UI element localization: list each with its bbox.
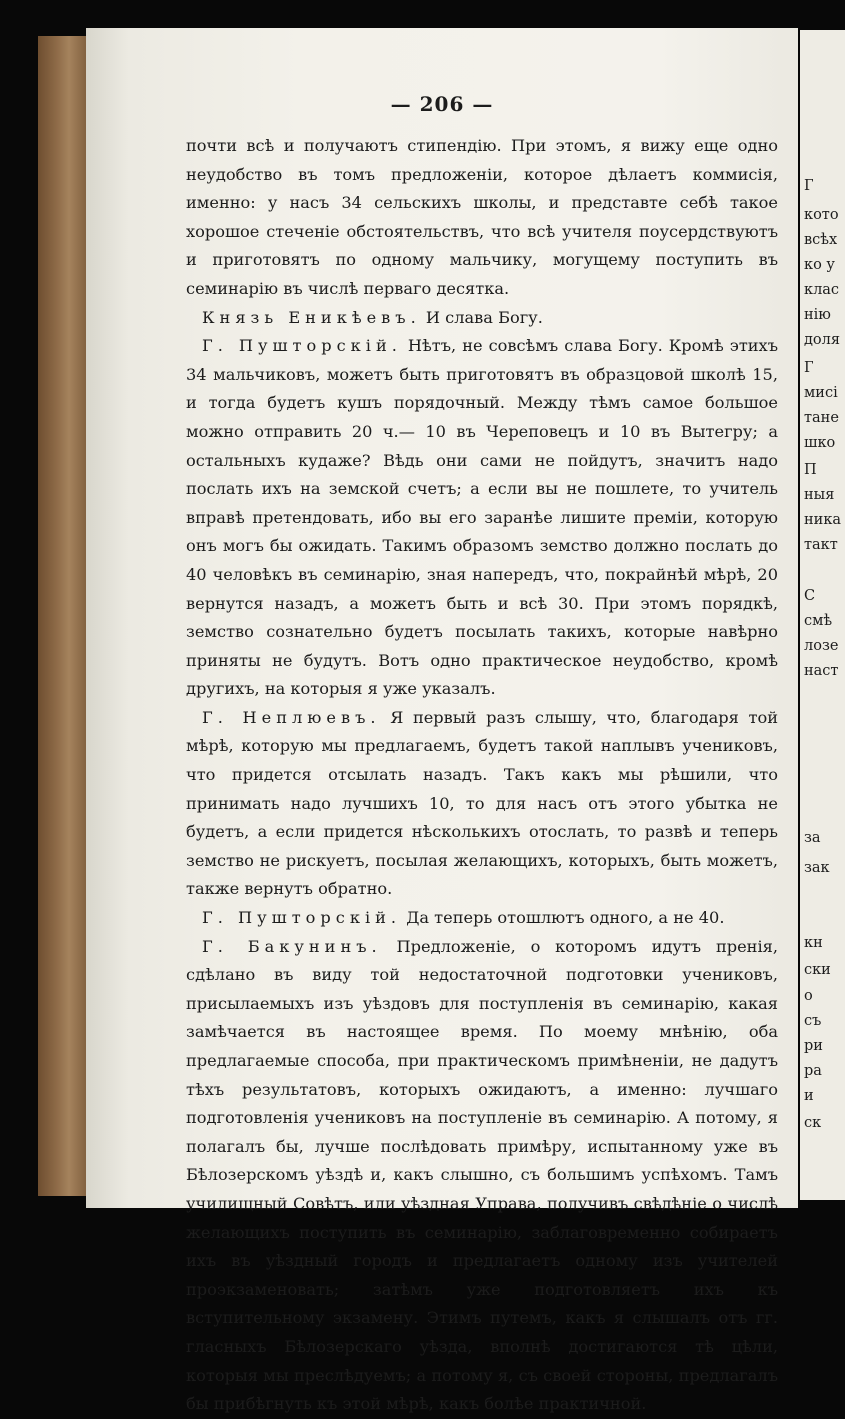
facing-page-fragment: кн (804, 935, 823, 951)
paragraph-text: почти всѣ и получаютъ стипендію. При этомъ, я вижу еще одно неудобство въ томъ предложеніи, которое дѣлаетъ коммисія, именно: у насъ 34 сельскихъ школы, и представте себѣ такое хорошое стеченіе обстоятельствъ, что всѣ учителя поусердствуютъ и приготовятъ по одному мальчику, могущему поступить въ семинарію въ числѣ перваго десятка. (186, 136, 778, 298)
speaker-name: Г. Пушторскій. (202, 336, 402, 356)
speaker-name: Г. Пушторскій. (202, 908, 402, 928)
paragraph-text: И слава Богу. (425, 307, 543, 327)
facing-page-fragment: шко (804, 435, 836, 451)
facing-page-fragment: нію (804, 307, 831, 323)
facing-page-fragment: тане (804, 410, 839, 426)
paragraph-text: Да теперь отошлютъ одного, а не 40. (406, 908, 725, 928)
paragraph-0 (186, 132, 778, 304)
facing-page-fragment: всѣх (804, 232, 838, 248)
facing-page-fragment: съ (804, 1013, 822, 1029)
facing-page-fragment: смѣ (804, 613, 833, 629)
facing-page-fragment: ко у (804, 257, 835, 273)
facing-page-fragment: мисі (804, 385, 838, 401)
facing-page-fragment: ски (804, 962, 831, 978)
facing-page-fragment: ныя (804, 487, 835, 503)
facing-page-fragment: за (804, 830, 821, 846)
page-text (186, 132, 778, 1419)
speaker-name: Г. Неплюевъ. (202, 707, 381, 727)
facing-page-fragment: доля (804, 332, 841, 348)
facing-page-fragment: ск (804, 1115, 822, 1131)
facing-page-fragment: о (804, 988, 813, 1004)
facing-page-fragment: ра (804, 1063, 822, 1079)
facing-page-fragment: кото (804, 207, 839, 223)
paragraph-text: Предложеніе, о которомъ идутъ пренія, сдѣлано въ виду той недостаточной подготовки учениковъ, присылаемыхъ изъ уѣздовъ для поступленія въ семинарію, какая замѣчается въ настоящее время. По моему мнѣнію, оба предлагаемые способа, при практическомъ примѣненіи, не дадутъ тѣхъ результатовъ, которыхъ ожидаютъ, а именно: лучшаго подготовленія учениковъ на поступленіе въ семинарію. А потому, я полагалъ бы, лучше послѣдовать примѣру, испытанному уже въ Бѣлозерскомъ уѣздѣ и, какъ слышно, съ большимъ успѣхомъ. Тамъ училищный Совѣтъ, или уѣздная Управа, получивъ свѣдѣніе о числѣ желающихъ поступить въ семинарію, заблаговременно собираетъ ихъ въ уѣздный городъ и предлагаетъ одному изъ учителей проэкзаменовать; затѣмъ уже подготовляетъ ихъ къ вступительному экзамену. Этимъ путемъ, какъ я слышалъ отъ гг. гласныхъ Бѣлозерскаго уѣзда, вполнѣ достигаются тѣ цѣли, которыя мы преслѣдуемъ; а потому я, съ своей стороны, предлагалъ бы прибѣгнуть къ этой мѣрѣ, какъ болѣе практичной. (186, 936, 778, 1414)
facing-page-fragment: лозе (804, 638, 839, 654)
facing-page-fragment: С (804, 588, 816, 604)
facing-page-fragment: ника (804, 512, 842, 528)
book-spine (38, 36, 90, 1196)
paragraph-text: Я первый разъ слышу, что, благодаря той мѣрѣ, которую мы предлагаемъ, будетъ такой наплывъ учениковъ, что придется отсылать назадъ. Такъ какъ мы рѣшили, что принимать надо лучшихъ 10, то для насъ отъ этого убытка не будетъ, а если придется нѣсколькихъ отослать, то развѣ и теперь земство не рискуетъ, посылая желающихъ, которыхъ, быть можетъ, также вернутъ обратно. (186, 707, 778, 899)
facing-page-fragment: клас (804, 282, 840, 298)
facing-page-fragment: П (804, 462, 817, 478)
facing-page-edge (800, 30, 845, 1200)
facing-page-fragment: ри (804, 1038, 823, 1054)
paragraph-5 (186, 933, 778, 1419)
facing-page-fragment: такт (804, 537, 838, 553)
page-number: — 206 — (390, 92, 494, 116)
speaker-name: Князь Еникѣевъ. (202, 307, 421, 327)
paragraph-text: Нѣтъ, не совсѣмъ слава Богу. Кромѣ этихъ 34 мальчиковъ, можетъ быть приготовятъ въ образцовой школѣ 15, и тогда будетъ кушъ порядочный. Между тѣмъ самое большое можно отправить 20 ч.— 10 въ Череповецъ и 10 въ Вытегру; а остальныхъ кудаже? Вѣдь они сами не пойдутъ, значитъ надо послать ихъ на земской счетъ; а если вы не пошлете, то учитель вправѣ претендовать, ибо вы его заранѣе лишите премiи, которую онъ могъ бы ожидать. Такимъ образомъ земство должно послать до 40 человѣкъ въ семинарію, зная напередъ, что, покрайнѣй мѣрѣ, 20 вернутся назадъ, а можетъ быть и всѣ 30. При этомъ порядкѣ, земство сознательно будетъ посылать такихъ, которые навѣрно приняты не будутъ. Вотъ одно практическое неудобство, кромѣ другихъ, на которыя я уже указалъ. (186, 336, 778, 699)
paragraph-1 (186, 304, 778, 333)
paragraph-4 (186, 904, 778, 933)
book-page (86, 28, 798, 1414)
paragraph-2 (186, 332, 778, 704)
paragraph-3 (186, 704, 778, 904)
facing-page-fragment: Г (804, 178, 814, 194)
facing-page-fragment: Г (804, 360, 814, 376)
facing-page-fragment: и (804, 1088, 814, 1104)
speaker-name: Г. Бакунинъ. (202, 936, 382, 956)
facing-page-fragment: зак (804, 860, 830, 876)
facing-page-fragment: наст (804, 663, 839, 679)
